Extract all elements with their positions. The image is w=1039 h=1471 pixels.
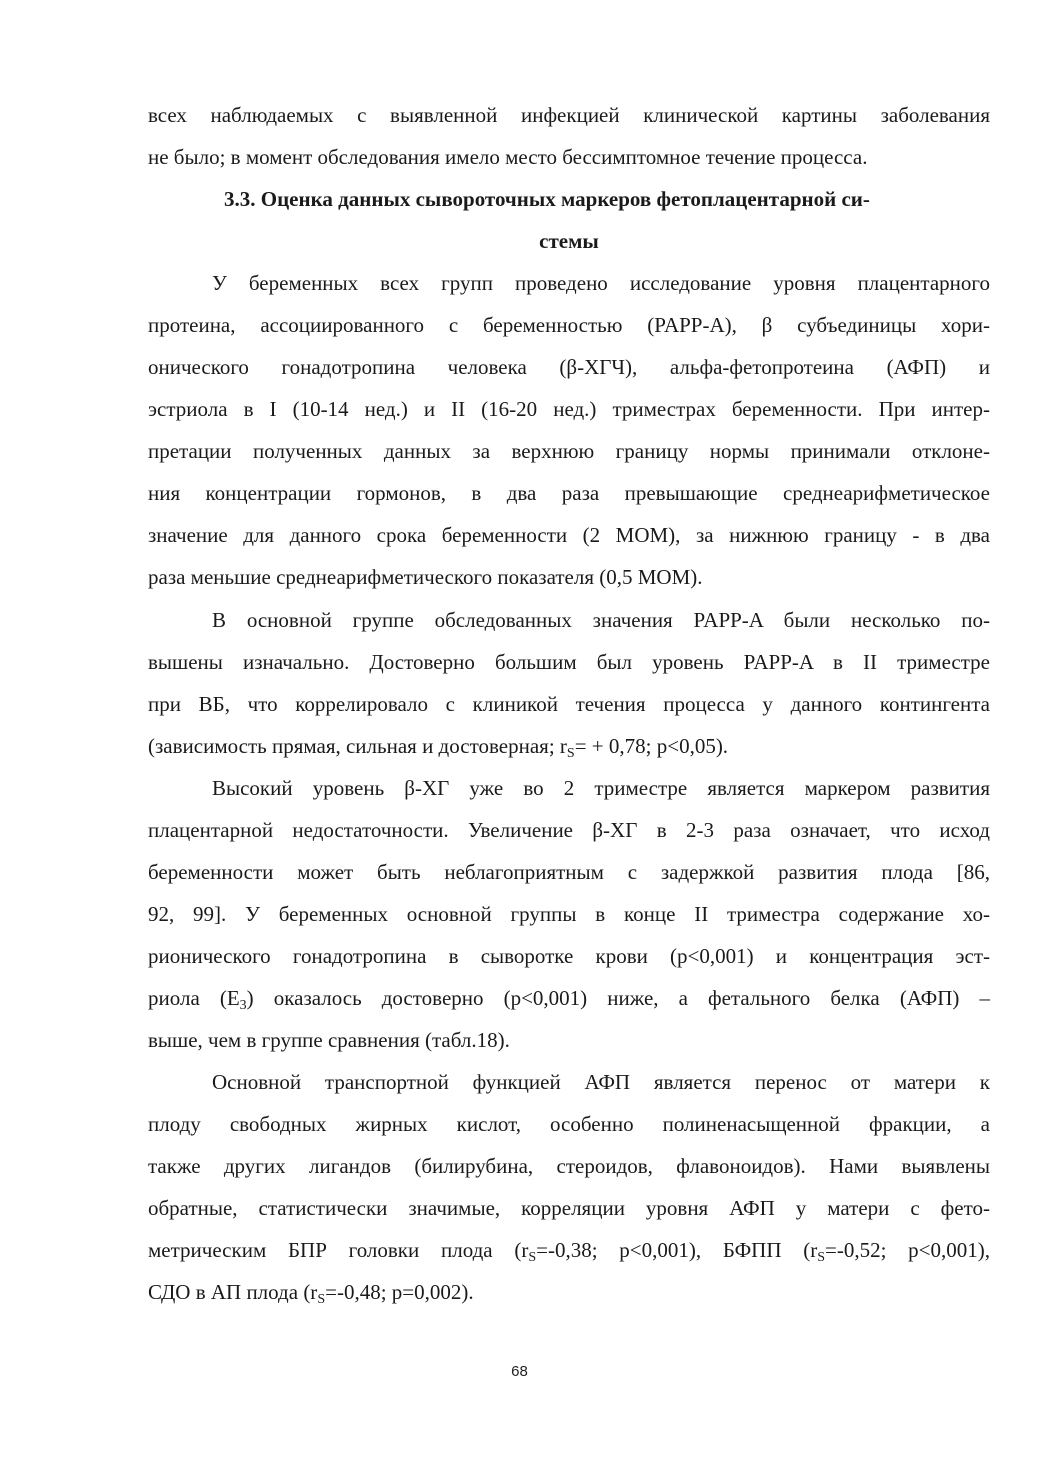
- body-line: вышены изначально. Достоверно большим был уровень PAPP-A в II триместре: [148, 650, 990, 674]
- body-line: претации полученных данных за верхнюю границу нормы принимали отклоне-: [148, 439, 990, 463]
- body-line: метрическим БПР головки плода ($r_S=-0,38$; p<0,001), БФПП ($r_S=-0,52$; p<0,001),: [148, 1238, 990, 1265]
- body-line: СДО в АП плода ($r_S=-0,48$; p=0,002).: [148, 1280, 474, 1307]
- body-line: плоду свободных жирных кислот, особенно полиненасыщенной фракции, а: [148, 1112, 990, 1136]
- body-line: раза меньшие среднеарифметического показателя (0,5 МОМ).: [148, 565, 703, 589]
- body-line: протеина, ассоциированного с беременностью (PAPP-A), β субъединицы хори-: [148, 313, 990, 337]
- body-line: риола $(Е_3)$ оказалось достоверно (p<0,001) ниже, а фетального белка (АФП) –: [148, 986, 990, 1013]
- body-line: обратные, статистически значимые, корреляции уровня АФП у матери с фето-: [148, 1196, 990, 1220]
- body-line: Основной транспортной функцией АФП является перенос от матери к: [212, 1070, 990, 1094]
- body-line: онического гонадотропина человека (β-ХГЧ), альфа-фетопротеина (АФП) и: [148, 355, 990, 379]
- body-line: значение для данного срока беременности (2 МОМ), за нижнюю границу - в два: [148, 523, 990, 547]
- page-number: 68: [511, 1363, 528, 1380]
- body-line: 92, 99]. У беременных основной группы в конце II триместра содержание хо-: [148, 902, 990, 926]
- body-line: не было; в момент обследования имело место бессимптомное течение процесса.: [148, 145, 868, 169]
- section-heading: 3.3. Оценка данных сывороточных маркеров фетоплацентарной си-: [224, 187, 870, 211]
- body-line: ния концентрации гормонов, в два раза превышающие среднеарифметическое: [148, 481, 990, 505]
- body-line: (зависимость прямая, сильная и достоверная; $r_S= + 0,78$; p<0,05).: [148, 734, 729, 761]
- body-line: рионического гонадотропина в сыворотке крови (p<0,001) и концентрация эст-: [148, 944, 990, 968]
- body-line: при ВБ, что коррелировало с клиникой течения процесса у данного контингента: [148, 692, 990, 716]
- body-line: плацентарной недостаточности. Увеличение β-ХГ в 2-3 раза означает, что исход: [148, 818, 990, 842]
- body-line: выше, чем в группе сравнения (табл.18).: [148, 1028, 510, 1052]
- body-line: Высокий уровень β-ХГ уже во 2 триместре является маркером развития: [212, 776, 990, 800]
- body-line: также других лигандов (билирубина, стероидов, флавоноидов). Нами выявлены: [148, 1154, 990, 1178]
- body-line: У беременных всех групп проведено исследование уровня плацентарного: [212, 271, 990, 295]
- body-line: В основной группе обследованных значения PAPP-A были несколько по-: [212, 608, 990, 632]
- body-line: эстриола в I (10-14 нед.) и II (16-20 нед.) триместрах беременности. При интер-: [148, 397, 990, 421]
- body-line: беременности может быть неблагоприятным с задержкой развития плода [86,: [148, 860, 990, 884]
- body-line: всех наблюдаемых с выявленной инфекцией клинической картины заболевания: [148, 103, 990, 127]
- section-heading-continuation: стемы: [539, 229, 599, 253]
